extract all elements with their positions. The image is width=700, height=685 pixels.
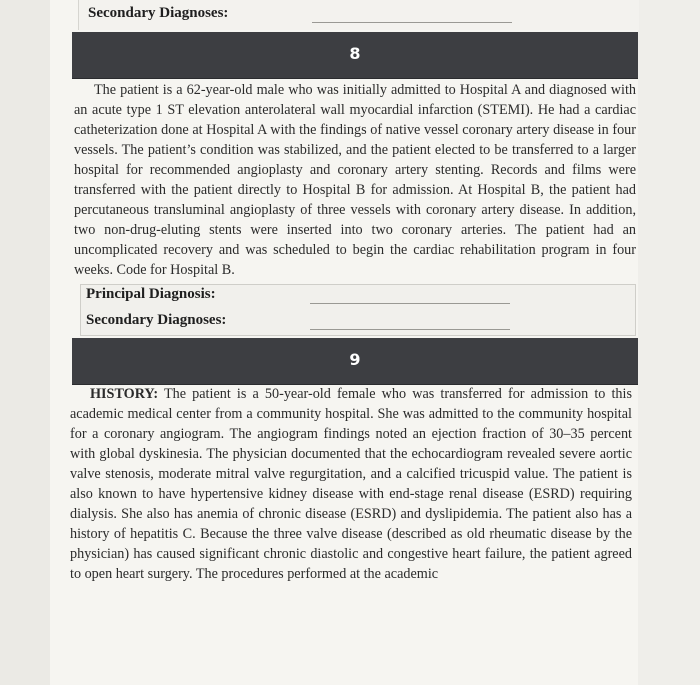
case-8-description: The patient is a 62-year-old male who was initially admitted to Hospital A and diagnosed with an acute type 1 ST elevation anterolateral wall myocardial infarction (STEMI). He had a cardiac catheterization done at Hospital A with the findings of native vessel coronary artery disease in four vessels. The patient’s condition was stabilized, and the patient elected to be transferred to a larger hospital for recommended angioplasty and coronary artery stenting. Records and films were transferred with the patient directly to Hospital B for admission. At Hospital B, the patient had percutaneous transluminal angioplasty of three vessels with coronary artery disease. In addition, two non-drug-eluting stents were inserted into two coronary arteries. The patient had an uncomplicated recovery and was scheduled to begin the cardiac rehabilitation program in four weeks. Code for Hospital B. <box>74 82 636 278</box>
case-8-secondary-diagnoses-label: Secondary Diagnoses: <box>86 312 227 328</box>
case-9-history <box>70 384 632 584</box>
case-8-principal-diagnosis-answer-line[interactable] <box>310 303 510 304</box>
page-margin-right <box>638 0 700 685</box>
case-9-number: 9 <box>349 350 361 369</box>
case-9-header-band <box>72 338 638 385</box>
case-8-principal-diagnosis-label: Principal Diagnosis: <box>86 286 216 302</box>
previous-secondary-diagnoses-answer-line[interactable] <box>312 22 512 23</box>
case-9-history-text: The patient is a 50-year-old female who was transferred for admission to this academic medical center from a community hospital. She was admitted to the community hospital for a coronary angiogram. The angiogram findings noted an ejection fraction of 30–35 percent with global dyskinesia. The physician documented that the echocardiogram revealed severe aortic valve stenosis, moderate mitral valve regurgitation, and a calcified tricuspid value. The patient is also known to have hypertensive kidney disease with end-stage renal disease (ESRD) requiring dialysis. She also has anemia of chronic disease (ESRD) and dyslipidemia. The patient also has a history of hepatitis C. Because the three valve disease (described as old rheumatic disease by the physician) has caused significant chronic diastolic and congestive heart failure, the patient agreed to open heart surgery. The procedures performed at the academic <box>70 386 632 582</box>
previous-secondary-diagnoses-label: Secondary Diagnoses: <box>88 5 229 21</box>
history-label: HISTORY: <box>90 386 159 402</box>
case-8-number: 8 <box>349 44 361 63</box>
case-8-secondary-diagnoses-answer-line[interactable] <box>310 329 510 330</box>
case-8-header-band <box>72 32 638 79</box>
